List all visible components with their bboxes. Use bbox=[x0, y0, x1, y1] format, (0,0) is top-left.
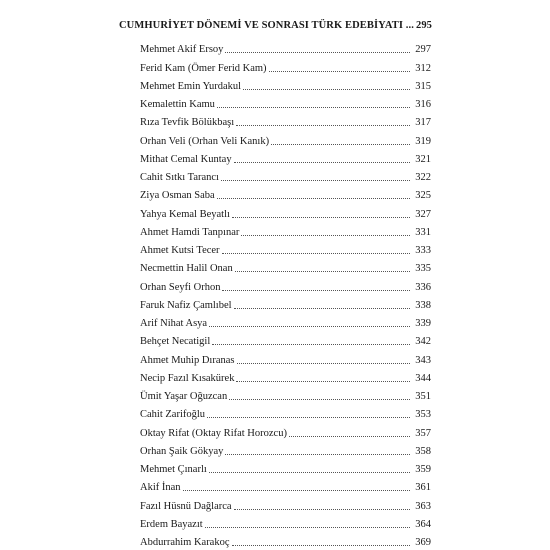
dot-leader bbox=[234, 308, 410, 309]
dot-leader bbox=[225, 52, 410, 53]
toc-entry-page-number: 361 bbox=[415, 482, 431, 494]
toc-entry-page-number: 327 bbox=[415, 208, 431, 220]
toc-entry-page-number: 369 bbox=[415, 537, 431, 548]
dot-leader bbox=[209, 472, 410, 473]
dot-leader bbox=[217, 107, 410, 108]
toc-entry-name: Mehmet Akif Ersoy bbox=[140, 44, 224, 56]
toc-entry bbox=[140, 275, 431, 293]
toc-entry bbox=[140, 330, 431, 348]
dot-leader bbox=[236, 125, 410, 126]
toc-entry-name: Cahit Sıtkı Tarancı bbox=[140, 172, 219, 183]
section-page-number: 295 bbox=[415, 20, 433, 31]
toc-entry-page-number: 315 bbox=[415, 80, 431, 92]
toc-entry-page-number: 351 bbox=[415, 391, 431, 402]
dot-leader bbox=[234, 509, 410, 510]
dot-leader bbox=[229, 399, 410, 400]
toc-entry-name: Ziya Osman Saba bbox=[140, 190, 215, 202]
toc-entry-name: Ferid Kam (Ömer Ferid Kam) bbox=[140, 62, 267, 74]
toc-entry-page-number: 325 bbox=[415, 190, 431, 202]
toc-entry-page-number: 336 bbox=[415, 281, 431, 293]
toc-entry bbox=[140, 111, 431, 129]
toc-entry-page-number: 358 bbox=[415, 445, 431, 457]
toc-entry-page-number: 363 bbox=[415, 500, 431, 512]
toc-entry-name: Fazıl Hüsnü Dağlarca bbox=[140, 500, 232, 512]
toc-entry bbox=[140, 148, 431, 166]
toc-entry-name: Abdurrahim Karakoç bbox=[140, 537, 230, 548]
toc-entry bbox=[140, 221, 431, 239]
toc-entry-page-number: 343 bbox=[415, 354, 431, 366]
toc-entry bbox=[140, 458, 431, 476]
toc-entry bbox=[140, 257, 431, 275]
dot-leader bbox=[237, 363, 411, 364]
toc-entry-page-number: 335 bbox=[415, 263, 431, 275]
dot-leader bbox=[232, 217, 410, 218]
dot-leader bbox=[235, 271, 410, 272]
dot-leader bbox=[236, 381, 410, 382]
dot-leader bbox=[234, 162, 410, 163]
toc-entry bbox=[140, 75, 431, 93]
section-heading bbox=[119, 20, 433, 34]
toc-entry-name: Erdem Bayazıt bbox=[140, 518, 203, 530]
toc-entry-page-number: 338 bbox=[415, 299, 431, 311]
toc-entry bbox=[140, 531, 431, 549]
dot-leader bbox=[221, 180, 410, 181]
dot-leader bbox=[209, 326, 410, 327]
dot-leader bbox=[205, 527, 410, 528]
toc-entry-name: Mehmet Emin Yurdakul bbox=[140, 80, 242, 92]
toc-entry bbox=[140, 494, 431, 512]
toc-entry-page-number: 316 bbox=[415, 99, 431, 110]
toc-entry bbox=[140, 367, 431, 385]
toc-entry bbox=[140, 239, 431, 257]
toc-entry-page-number: 331 bbox=[415, 226, 431, 238]
toc-entry-name: Yahya Kemal Beyatlı bbox=[140, 208, 230, 220]
dot-leader bbox=[232, 545, 410, 546]
toc-entry-name: Faruk Nafiz Çamlıbel bbox=[140, 299, 232, 311]
toc-entry-page-number: 333 bbox=[415, 245, 431, 256]
toc-entry-list bbox=[140, 38, 431, 549]
toc-entry-page-number: 322 bbox=[415, 172, 431, 183]
toc-entry-name: Ahmet Hamdi Tanpınar bbox=[140, 226, 240, 238]
toc-entry bbox=[140, 294, 431, 312]
dot-leader bbox=[243, 89, 410, 90]
toc-entry-page-number: 357 bbox=[415, 427, 431, 439]
toc-entry bbox=[140, 421, 431, 439]
toc-entry-name: Akif İnan bbox=[140, 482, 181, 494]
toc-entry-name: Ümit Yaşar Oğuzcan bbox=[140, 391, 228, 402]
toc-entry bbox=[140, 476, 431, 494]
toc-entry-page-number: 364 bbox=[415, 518, 431, 530]
toc-entry bbox=[140, 166, 431, 184]
toc-entry bbox=[140, 440, 431, 458]
toc-entry-name: Ahmet Muhip Dıranas bbox=[140, 354, 235, 366]
dot-leader bbox=[183, 490, 410, 491]
toc-entry bbox=[140, 385, 431, 403]
dot-leader bbox=[289, 436, 410, 437]
toc-entry-name: Necmettin Halil Onan bbox=[140, 263, 233, 275]
toc-entry bbox=[140, 129, 431, 147]
toc-entry-page-number: 317 bbox=[415, 117, 431, 129]
toc-entry-name: Ahmet Kutsi Tecer bbox=[140, 245, 220, 256]
toc-entry-page-number: 297 bbox=[415, 44, 431, 56]
toc-entry-page-number: 344 bbox=[415, 372, 431, 384]
toc-entry-name: Mehmet Çınarlı bbox=[140, 464, 207, 475]
toc-entry-page-number: 319 bbox=[415, 135, 431, 147]
toc-entry bbox=[140, 312, 431, 330]
toc-entry-name: Cahit Zarifoğlu bbox=[140, 409, 206, 421]
toc-entry-name: Orhan Veli (Orhan Veli Kanık) bbox=[140, 135, 270, 147]
toc-entry-name: Necip Fazıl Kısakürek bbox=[140, 372, 235, 384]
toc-entry bbox=[140, 403, 431, 421]
toc-entry bbox=[140, 56, 431, 74]
toc-entry bbox=[140, 348, 431, 366]
toc-entry bbox=[140, 202, 431, 220]
toc-entry-page-number: 312 bbox=[415, 62, 431, 74]
dot-leader bbox=[217, 198, 410, 199]
dot-leader bbox=[269, 71, 410, 72]
toc-entry-name: Mithat Cemal Kuntay bbox=[140, 153, 232, 165]
dot-leader bbox=[207, 417, 410, 418]
toc-entry-name: Orhan Şaik Gökyay bbox=[140, 445, 224, 457]
toc-entry-name: Oktay Rifat (Oktay Rifat Horozcu) bbox=[140, 427, 287, 439]
toc-entry bbox=[140, 513, 431, 531]
dot-leader bbox=[222, 290, 410, 291]
dot-leader bbox=[271, 144, 410, 145]
toc-entry-name: Kemalettin Kamu bbox=[140, 99, 215, 110]
toc-entry bbox=[140, 38, 431, 56]
toc-entry-page-number: 342 bbox=[415, 336, 431, 348]
toc-entry-name: Behçet Necatigil bbox=[140, 336, 211, 348]
toc-entry-page-number: 339 bbox=[415, 318, 431, 329]
toc-entry-page-number: 321 bbox=[415, 153, 431, 165]
section-title: CUMHURİYET DÖNEMİ VE SONRASI TÜRK EDEBİYATI ... bbox=[119, 20, 414, 31]
dot-leader bbox=[225, 454, 410, 455]
toc-entry-name: Arif Nihat Asya bbox=[140, 318, 208, 329]
toc-entry-page-number: 359 bbox=[415, 464, 431, 475]
dot-leader bbox=[241, 235, 410, 236]
toc-entry-name: Orhan Seyfi Orhon bbox=[140, 281, 221, 293]
dot-leader bbox=[212, 344, 410, 345]
toc-entry-page-number: 353 bbox=[415, 409, 431, 421]
toc-entry bbox=[140, 93, 431, 111]
dot-leader bbox=[222, 253, 410, 254]
toc-entry bbox=[140, 184, 431, 202]
toc-entry-name: Rıza Tevfik Bölükbaşı bbox=[140, 117, 235, 129]
